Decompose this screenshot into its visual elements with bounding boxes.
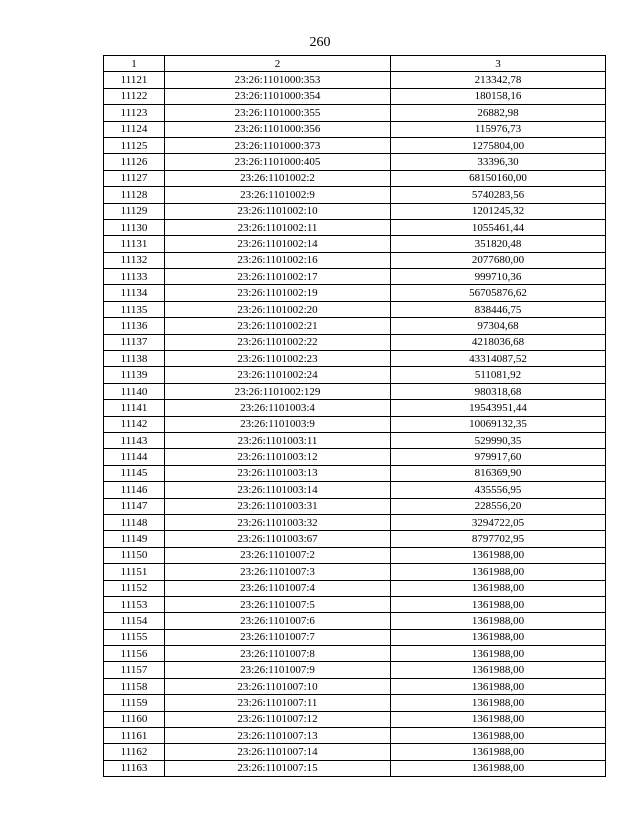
cadastral-number-cell: 23:26:1101003:11 <box>165 432 391 448</box>
value-cell: 1361988,00 <box>391 547 606 563</box>
table-row <box>104 498 606 514</box>
cadastral-number-cell: 23:26:1101003:67 <box>165 531 391 547</box>
table-row <box>104 662 606 678</box>
value-cell: 1055461,44 <box>391 219 606 235</box>
column-header-3: 3 <box>391 56 606 72</box>
value-cell: 838446,75 <box>391 301 606 317</box>
table-row <box>104 596 606 612</box>
cadastral-number-cell: 23:26:1101000:373 <box>165 137 391 153</box>
value-cell: 43314087,52 <box>391 351 606 367</box>
cadastral-number-cell: 23:26:1101002:16 <box>165 252 391 268</box>
row-number-cell: 11131 <box>104 236 165 252</box>
value-cell: 1361988,00 <box>391 662 606 678</box>
row-number-cell: 11142 <box>104 416 165 432</box>
row-number-cell: 11127 <box>104 170 165 186</box>
cadastral-number-cell: 23:26:1101007:8 <box>165 646 391 662</box>
row-number-cell: 11144 <box>104 449 165 465</box>
cadastral-number-cell: 23:26:1101002:10 <box>165 203 391 219</box>
table-row <box>104 72 606 88</box>
row-number-cell: 11159 <box>104 695 165 711</box>
table-row <box>104 711 606 727</box>
table-body <box>104 72 606 777</box>
cadastral-number-cell: 23:26:1101000:354 <box>165 88 391 104</box>
table-row <box>104 416 606 432</box>
table-row <box>104 170 606 186</box>
cadastral-number-cell: 23:26:1101002:2 <box>165 170 391 186</box>
cadastral-number-cell: 23:26:1101007:13 <box>165 728 391 744</box>
value-cell: 1361988,00 <box>391 564 606 580</box>
value-cell: 10069132,35 <box>391 416 606 432</box>
cadastral-number-cell: 23:26:1101003:4 <box>165 400 391 416</box>
row-number-cell: 11141 <box>104 400 165 416</box>
value-cell: 213342,78 <box>391 72 606 88</box>
row-number-cell: 11121 <box>104 72 165 88</box>
row-number-cell: 11125 <box>104 137 165 153</box>
value-cell: 1361988,00 <box>391 695 606 711</box>
table-row <box>104 646 606 662</box>
value-cell: 511081,92 <box>391 367 606 383</box>
row-number-cell: 11137 <box>104 334 165 350</box>
value-cell: 115976,73 <box>391 121 606 137</box>
value-cell: 5740283,56 <box>391 187 606 203</box>
cadastral-number-cell: 23:26:1101003:32 <box>165 514 391 530</box>
row-number-cell: 11133 <box>104 269 165 285</box>
table-row <box>104 121 606 137</box>
value-cell: 435556,95 <box>391 482 606 498</box>
value-cell: 26882,98 <box>391 105 606 121</box>
value-cell: 1361988,00 <box>391 678 606 694</box>
table-row <box>104 728 606 744</box>
value-cell: 1361988,00 <box>391 613 606 629</box>
row-number-cell: 11154 <box>104 613 165 629</box>
row-number-cell: 11130 <box>104 219 165 235</box>
value-cell: 980318,68 <box>391 383 606 399</box>
value-cell: 979917,60 <box>391 449 606 465</box>
row-number-cell: 11122 <box>104 88 165 104</box>
cadastral-number-cell: 23:26:1101007:3 <box>165 564 391 580</box>
cadastral-number-cell: 23:26:1101007:6 <box>165 613 391 629</box>
row-number-cell: 11132 <box>104 252 165 268</box>
cadastral-number-cell: 23:26:1101002:14 <box>165 236 391 252</box>
row-number-cell: 11124 <box>104 121 165 137</box>
cadastral-number-cell: 23:26:1101002:24 <box>165 367 391 383</box>
column-header-2: 2 <box>165 56 391 72</box>
table-row <box>104 236 606 252</box>
table-row <box>104 351 606 367</box>
cadastral-number-cell: 23:26:1101007:11 <box>165 695 391 711</box>
value-cell: 180158,16 <box>391 88 606 104</box>
value-cell: 1361988,00 <box>391 629 606 645</box>
table-row <box>104 301 606 317</box>
table-row <box>104 432 606 448</box>
cadastral-number-cell: 23:26:1101002:20 <box>165 301 391 317</box>
cadastral-number-cell: 23:26:1101002:129 <box>165 383 391 399</box>
table-row <box>104 449 606 465</box>
value-cell: 97304,68 <box>391 318 606 334</box>
cadastral-number-cell: 23:26:1101002:23 <box>165 351 391 367</box>
table-row <box>104 547 606 563</box>
cadastral-number-cell: 23:26:1101002:21 <box>165 318 391 334</box>
cadastral-number-cell: 23:26:1101003:13 <box>165 465 391 481</box>
row-number-cell: 11143 <box>104 432 165 448</box>
table-row <box>104 187 606 203</box>
table-row <box>104 613 606 629</box>
cadastral-number-cell: 23:26:1101000:356 <box>165 121 391 137</box>
value-cell: 33396,30 <box>391 154 606 170</box>
header-row <box>104 56 606 72</box>
value-cell: 8797702,95 <box>391 531 606 547</box>
value-cell: 816369,90 <box>391 465 606 481</box>
row-number-cell: 11152 <box>104 580 165 596</box>
cadastral-number-cell: 23:26:1101000:353 <box>165 72 391 88</box>
value-cell: 529990,35 <box>391 432 606 448</box>
table-header <box>104 56 606 72</box>
row-number-cell: 11146 <box>104 482 165 498</box>
cadastral-number-cell: 23:26:1101002:11 <box>165 219 391 235</box>
cadastral-number-cell: 23:26:1101003:14 <box>165 482 391 498</box>
row-number-cell: 11147 <box>104 498 165 514</box>
value-cell: 1361988,00 <box>391 646 606 662</box>
cadastral-number-cell: 23:26:1101002:17 <box>165 269 391 285</box>
table-row <box>104 154 606 170</box>
cadastral-number-cell: 23:26:1101007:12 <box>165 711 391 727</box>
table-row <box>104 383 606 399</box>
row-number-cell: 11153 <box>104 596 165 612</box>
row-number-cell: 11163 <box>104 760 165 776</box>
value-cell: 1361988,00 <box>391 744 606 760</box>
cadastral-number-cell: 23:26:1101007:5 <box>165 596 391 612</box>
table-row <box>104 744 606 760</box>
row-number-cell: 11149 <box>104 531 165 547</box>
row-number-cell: 11158 <box>104 678 165 694</box>
value-cell: 1201245,32 <box>391 203 606 219</box>
row-number-cell: 11148 <box>104 514 165 530</box>
cadastral-number-cell: 23:26:1101007:2 <box>165 547 391 563</box>
value-cell: 4218036,68 <box>391 334 606 350</box>
table-row <box>104 482 606 498</box>
table-row <box>104 137 606 153</box>
row-number-cell: 11134 <box>104 285 165 301</box>
table-row <box>104 629 606 645</box>
cadastral-number-cell: 23:26:1101007:9 <box>165 662 391 678</box>
cadastral-number-cell: 23:26:1101003:31 <box>165 498 391 514</box>
row-number-cell: 11150 <box>104 547 165 563</box>
value-cell: 999710,36 <box>391 269 606 285</box>
value-cell: 2077680,00 <box>391 252 606 268</box>
row-number-cell: 11151 <box>104 564 165 580</box>
table-row <box>104 269 606 285</box>
cadastral-number-cell: 23:26:1101000:355 <box>165 105 391 121</box>
table-row <box>104 465 606 481</box>
row-number-cell: 11139 <box>104 367 165 383</box>
row-number-cell: 11129 <box>104 203 165 219</box>
row-number-cell: 11140 <box>104 383 165 399</box>
row-number-cell: 11162 <box>104 744 165 760</box>
cadastral-number-cell: 23:26:1101002:9 <box>165 187 391 203</box>
row-number-cell: 11138 <box>104 351 165 367</box>
cadastral-number-cell: 23:26:1101003:9 <box>165 416 391 432</box>
value-cell: 351820,48 <box>391 236 606 252</box>
value-cell: 1361988,00 <box>391 580 606 596</box>
cadastral-number-cell: 23:26:1101007:4 <box>165 580 391 596</box>
value-cell: 1361988,00 <box>391 760 606 776</box>
row-number-cell: 11160 <box>104 711 165 727</box>
table-row <box>104 318 606 334</box>
value-cell: 1361988,00 <box>391 711 606 727</box>
row-number-cell: 11123 <box>104 105 165 121</box>
value-cell: 3294722,05 <box>391 514 606 530</box>
table-row <box>104 367 606 383</box>
column-header-1: 1 <box>104 56 165 72</box>
table-row <box>104 564 606 580</box>
value-cell: 19543951,44 <box>391 400 606 416</box>
table-row <box>104 105 606 121</box>
value-cell: 1275804,00 <box>391 137 606 153</box>
cadastral-number-cell: 23:26:1101002:22 <box>165 334 391 350</box>
table-row <box>104 531 606 547</box>
table-row <box>104 514 606 530</box>
row-number-cell: 11157 <box>104 662 165 678</box>
table-row <box>104 285 606 301</box>
value-cell: 1361988,00 <box>391 728 606 744</box>
row-number-cell: 11155 <box>104 629 165 645</box>
page-number: 260 <box>309 35 331 50</box>
cadastral-value-table <box>103 55 606 777</box>
table-row <box>104 252 606 268</box>
table-row <box>104 695 606 711</box>
row-number-cell: 11145 <box>104 465 165 481</box>
cadastral-number-cell: 23:26:1101007:7 <box>165 629 391 645</box>
row-number-cell: 11136 <box>104 318 165 334</box>
table-row <box>104 580 606 596</box>
cadastral-number-cell: 23:26:1101007:14 <box>165 744 391 760</box>
cadastral-number-cell: 23:26:1101000:405 <box>165 154 391 170</box>
value-cell: 68150160,00 <box>391 170 606 186</box>
row-number-cell: 11156 <box>104 646 165 662</box>
value-cell: 56705876,62 <box>391 285 606 301</box>
table-row <box>104 334 606 350</box>
row-number-cell: 11135 <box>104 301 165 317</box>
row-number-cell: 11161 <box>104 728 165 744</box>
row-number-cell: 11126 <box>104 154 165 170</box>
value-cell: 1361988,00 <box>391 596 606 612</box>
table-row <box>104 219 606 235</box>
table-row <box>104 400 606 416</box>
table-row <box>104 203 606 219</box>
cadastral-number-cell: 23:26:1101007:10 <box>165 678 391 694</box>
cadastral-number-cell: 23:26:1101007:15 <box>165 760 391 776</box>
value-cell: 228556,20 <box>391 498 606 514</box>
table-row <box>104 88 606 104</box>
cadastral-number-cell: 23:26:1101002:19 <box>165 285 391 301</box>
cadastral-number-cell: 23:26:1101003:12 <box>165 449 391 465</box>
row-number-cell: 11128 <box>104 187 165 203</box>
table-row <box>104 760 606 776</box>
table-row <box>104 678 606 694</box>
